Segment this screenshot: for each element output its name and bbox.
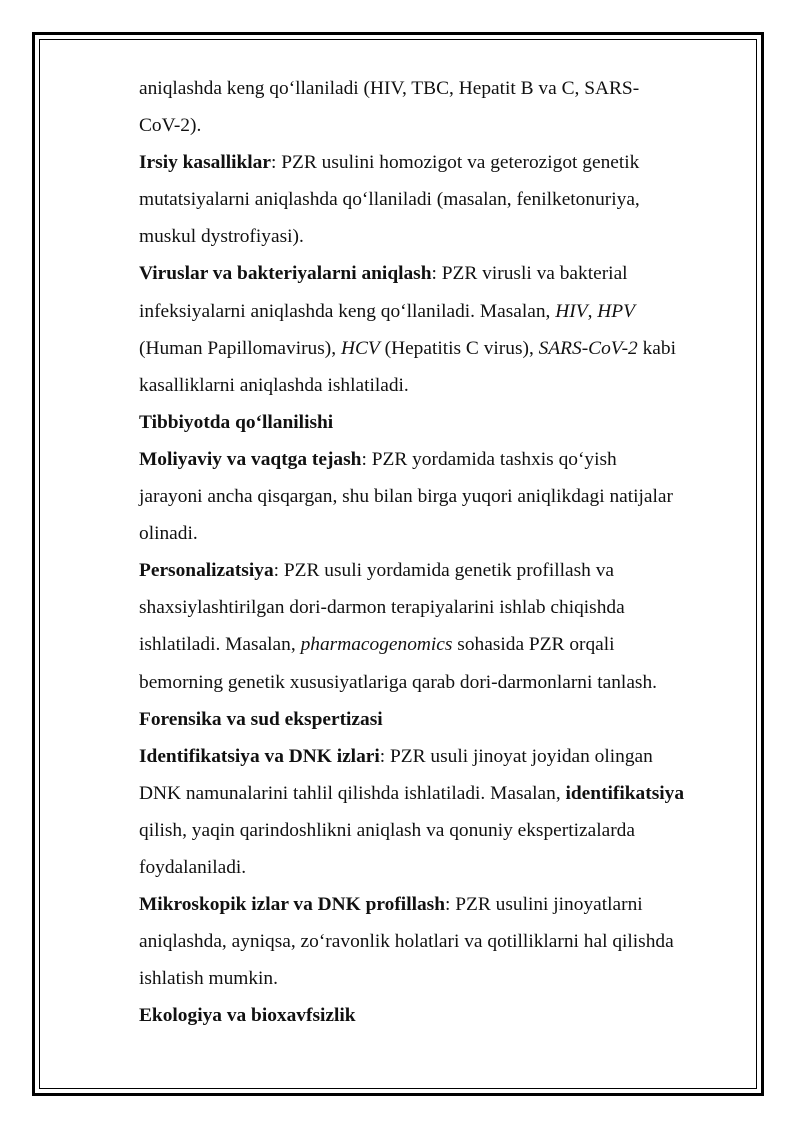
mikroskopik-line-1: Mikroskopik izlar va DNK profillash: PZR usulini jinoyatlarni [139, 894, 643, 916]
section-heading-tibbiyot: Tibbiyotda qo‘llanilishi [139, 411, 334, 433]
moliyaviy-line-1: Moliyaviy va vaqtga tejash: PZR yordamida tashxis qo‘yish [139, 448, 617, 470]
mikroskopik-line-2: aniqlashda, ayniqsa, zo‘ravonlik holatlari va qotilliklarni hal qilishda [139, 931, 674, 953]
personal-line-4: bemorning genetik xususiyatlariga qarab dori-darmonlarni tanlash. [139, 671, 658, 693]
irsiy-line-2: mutatsiyalarni aniqlashda qo‘llaniladi (masalan, fenilketonuriya, [139, 189, 640, 211]
identifikatsiya-line-1: Identifikatsiya va DNK izlari: PZR usuli jinoyat joyidan olingan [139, 745, 653, 767]
personal-line-2: shaxsiylashtirilgan dori-darmon terapiyalarini ishlab chiqishda [139, 597, 625, 619]
section-heading-ekologiya: Ekologiya va bioxavfsizlik [139, 1005, 356, 1027]
section-heading-forensika: Forensika va sud ekspertizasi [139, 708, 383, 730]
identifikatsiya-line-3: qilish, yaqin qarindoshlikni aniqlash va qonuniy ekspertizalarda [139, 819, 635, 841]
viruslar-term: Viruslar va bakteriyalarni aniqlash [139, 263, 432, 285]
personal-line-3: ishlatiladi. Masalan, pharmacogenomics sohasida PZR orqali [139, 634, 615, 656]
personal-term: Personalizatsiya [139, 560, 274, 582]
viruslar-line-2: infeksiyalarni aniqlashda keng qo‘llaniladi. Masalan, HIV, HPV [139, 300, 635, 322]
moliyaviy-line-2: jarayoni ancha qisqargan, shu bilan birga yuqori aniqlikdagi natijalar [139, 486, 673, 508]
identifikatsiya-term: Identifikatsiya va DNK izlari [139, 745, 380, 767]
moliyaviy-line-3: olinadi. [139, 523, 198, 545]
mikroskopik-line-3: ishlatish mumkin. [139, 968, 278, 990]
moliyaviy-term: Moliyaviy va vaqtga tejash [139, 448, 362, 470]
intro-line-1: aniqlashda keng qo‘llaniladi (HIV, TBC, Hepatit B va C, SARS- [139, 78, 640, 99]
viruslar-line-3: (Human Papillomavirus), HCV (Hepatitis C virus), SARS-CoV-2 kabi [139, 337, 676, 359]
irsiy-term: Irsiy kasalliklar [139, 152, 271, 174]
document-body [139, 70, 749, 1034]
mikroskopik-term: Mikroskopik izlar va DNK profillash [139, 894, 445, 916]
identifikatsiya-line-2: DNK namunalarini tahlil qilishda ishlatiladi. Masalan, identifikatsiya [139, 782, 685, 804]
intro-line-2: CoV-2). [139, 115, 202, 137]
irsiy-line-1: Irsiy kasalliklar: PZR usulini homozigot va geterozigot genetik [139, 152, 640, 174]
personal-line-1: Personalizatsiya: PZR usuli yordamida genetik profillash va [139, 560, 614, 582]
identifikatsiya-line-4: foydalaniladi. [139, 856, 247, 878]
irsiy-line-3: muskul dystrofiyasi). [139, 226, 304, 248]
viruslar-line-4: kasalliklarni aniqlashda ishlatiladi. [139, 374, 409, 396]
viruslar-line-1: Viruslar va bakteriyalarni aniqlash: PZR virusli va bakterial [139, 263, 628, 285]
